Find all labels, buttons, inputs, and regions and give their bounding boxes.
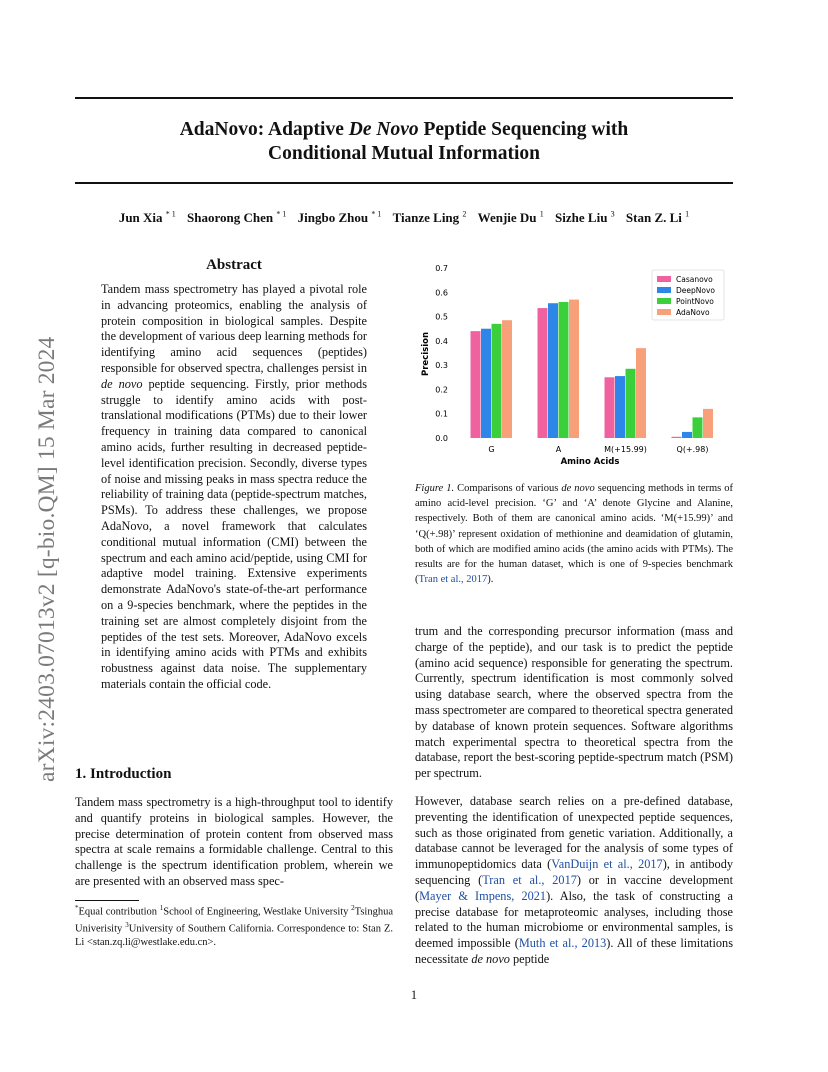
page-number: 1 bbox=[410, 988, 418, 1002]
chart-legend bbox=[652, 270, 724, 320]
x-axis-label: Amino Acids bbox=[560, 457, 620, 467]
bar-adanovo-0 bbox=[502, 320, 512, 438]
author: Wenjie Du $^1$ bbox=[477, 210, 544, 226]
arxiv-id: arXiv:2403.07013v2 [q-bio.QM] 15 Mar 2024 bbox=[34, 336, 60, 782]
legend-label: Casanovo bbox=[676, 275, 713, 284]
bar-casanovo-1 bbox=[538, 308, 548, 438]
bar-adanovo-2 bbox=[636, 348, 646, 438]
title-part1: AdaNovo: Adaptive bbox=[179, 119, 349, 140]
right-column-paragraph-2: However, database search relies on a pre-defined database, preventing the identification of unexpected peptide sequences, such as those originated from genetic variation. Additionally, a database cannot be leveraged for the analysis of some types of immunopeptidomics data (VanDuijn et al., 2017), in antibody sequencing (Tran et al., 2017) or in vaccine development (Mayer & Impens, 2021). Also, the task of constructing a precise database for metaproteomic analyses, including those related to the human microbiome or environmental samples, is deemed impossible (Muth et al., 2013). All of these limitations necessitate de novo peptide bbox=[415, 794, 734, 966]
citation-link[interactable]: Mayer & Impens, 2021 bbox=[419, 888, 547, 903]
citation-link[interactable]: Tran et al., 2017 bbox=[482, 872, 577, 887]
arxiv-sidebar-stamp bbox=[12, 262, 60, 782]
section-heading-introduction: 1. Introduction bbox=[75, 766, 172, 782]
abstract-body: Tandem mass spectrometry has played a pivotal role in advancing proteomics, enabling the analysis of protein composition in biological samples. Despite the development of various deep learning methods for identifying amino acid sequences (peptides) responsible for observed spectra, challenges persist in de novo peptide sequencing. Firstly, prior methods struggle to identify amino acids with post-translational modifications (PTMs) due to their lower frequency in training data compared to canonical amino acids, further resulting in decreased peptide-level identification precision. Secondly, diverse types of noise and missing peaks in mass spectra reduce the reliability of training data (peptide-spectrum matches, PSMs). To address these challenges, we propose AdaNovo, a novel framework that calculates conditional mutual information (CMI) between the spectrum and each amino acid/peptide, using CMI for adaptive model training. Extensive experiments demonstrate AdaNovo's state-of-the-art performance on a 9-species benchmark, where the peptides in the training set are almost completely disjoint from the peptides of the test sets. Moreover, AdaNovo excels in identifying amino acids with PTMs and exhibits robustness against data noise. The supplementary materials contain the official code. bbox=[101, 282, 368, 691]
bar-pointnovo-1 bbox=[559, 302, 569, 438]
x-tick-label: M(+15.99) bbox=[604, 445, 647, 454]
x-tick-label: Q(+.98) bbox=[676, 445, 709, 454]
author: Stan Z. Li $^1$ bbox=[625, 210, 690, 226]
y-tick-label: 0.1 bbox=[435, 409, 448, 419]
title-part2: Peptide Sequencing with bbox=[418, 119, 629, 140]
y-tick-label: 0.2 bbox=[435, 385, 448, 395]
y-axis-label: Precision bbox=[421, 331, 431, 377]
y-tick-label: 0.6 bbox=[435, 288, 448, 298]
y-tick-label: 0.5 bbox=[435, 312, 448, 322]
bar-pointnovo-2 bbox=[626, 369, 636, 438]
author-list bbox=[75, 210, 733, 226]
bar-pointnovo-0 bbox=[492, 324, 502, 438]
paper-title bbox=[75, 118, 733, 166]
bar-deepnovo-0 bbox=[481, 329, 491, 438]
x-axis bbox=[488, 445, 708, 454]
legend-swatch bbox=[657, 287, 671, 293]
bar-adanovo-1 bbox=[569, 300, 579, 438]
top-rule bbox=[75, 97, 733, 99]
footnote-rule bbox=[75, 900, 139, 901]
bar-casanovo-0 bbox=[471, 331, 481, 438]
bar-casanovo-2 bbox=[605, 377, 615, 438]
x-tick-label: A bbox=[555, 445, 562, 454]
author: Jun Xia $^{* 1}$ bbox=[118, 210, 176, 226]
figure-1-bar-chart bbox=[412, 258, 738, 468]
citation-link[interactable]: Tran et al., 2017 bbox=[418, 574, 488, 586]
bar-casanovo-3 bbox=[672, 437, 682, 438]
bar-adanovo-3 bbox=[703, 409, 713, 438]
author: Jingbo Zhou $^{* 1}$ bbox=[297, 210, 382, 226]
abstract-heading: Abstract bbox=[206, 257, 262, 273]
bar-deepnovo-1 bbox=[548, 303, 558, 438]
legend-label: PointNovo bbox=[676, 297, 714, 306]
figure-1-caption: Figure 1. Comparisons of various de novo sequencing methods in terms of amino acid-level precision. ‘G’ and ‘A’ denote Glycine and Alanine, respectively. Both of them are canonical amino acids. ‘M(+15.99)’ and ‘Q(+.98)’ represent oxidation of methionine and deamidation of glutamin, both of which are modified amino acids (the amino acids with PTMs). The results are for the human dataset, which is one of 9-species benchmark (Tran et al., 2017). bbox=[415, 483, 733, 586]
y-tick-label: 0.3 bbox=[435, 361, 448, 371]
introduction-paragraph: Tandem mass spectrometry is a high-throughput tool to identify and quantify proteins in biological samples. However, the precise determination of protein content from observed mass spectra at scale remains a formidable challenge. Central to this challenge is the spectrum identification problem, wherein we are presented with an observed mass spec- bbox=[75, 795, 393, 888]
bar-deepnovo-2 bbox=[615, 376, 625, 438]
legend-label: DeepNovo bbox=[676, 286, 715, 295]
citation-link[interactable]: Muth et al., 2013 bbox=[518, 936, 607, 951]
footnote: *Equal contribution $^1$School of Engineering, Westlake University $^2$Tsinghua Univerisity $^3$University of Southern California. Correspondence to: Stan Z. Li <stan.zq.li@westlake.edu.cn>. bbox=[75, 904, 394, 948]
y-tick-label: 0.4 bbox=[435, 336, 448, 346]
y-axis bbox=[435, 264, 448, 443]
y-tick-label: 0.7 bbox=[435, 264, 448, 273]
y-tick-label: 0.0 bbox=[435, 434, 448, 443]
author: Sizhe Liu $^3$ bbox=[555, 210, 615, 226]
title-italic: De Novo bbox=[348, 119, 419, 140]
author: Shaorong Chen $^{* 1}$ bbox=[187, 210, 287, 226]
legend-swatch bbox=[657, 309, 671, 315]
citation-link[interactable]: VanDuijn et al., 2017 bbox=[551, 857, 663, 872]
bar-pointnovo-3 bbox=[693, 417, 703, 438]
right-column-paragraph-1: trum and the corresponding precursor information (mass and charge of the peptide), and our task is to predict the peptide (amino acid sequence) responsible for generating the spectrum. Currently, spectrum identification is most commonly solved using database search, where the observed spectra from the mass spectrometer are compared to theoretical spectra generated by database of known protein sequences. Software algorithms match experimental spectra to theoretical spectra from the database, report the best-scoring peptide-spectrum match (PSM) per spectrum. bbox=[415, 624, 733, 781]
legend-swatch bbox=[657, 276, 671, 282]
x-tick-label: G bbox=[488, 445, 495, 454]
legend-label: AdaNovo bbox=[676, 308, 710, 317]
author: Tianze Ling $^2$ bbox=[392, 210, 467, 226]
legend-swatch bbox=[657, 298, 671, 304]
bar-deepnovo-3 bbox=[682, 432, 692, 438]
bottom-rule bbox=[75, 182, 733, 184]
title-line2: Conditional Mutual Information bbox=[268, 143, 540, 164]
